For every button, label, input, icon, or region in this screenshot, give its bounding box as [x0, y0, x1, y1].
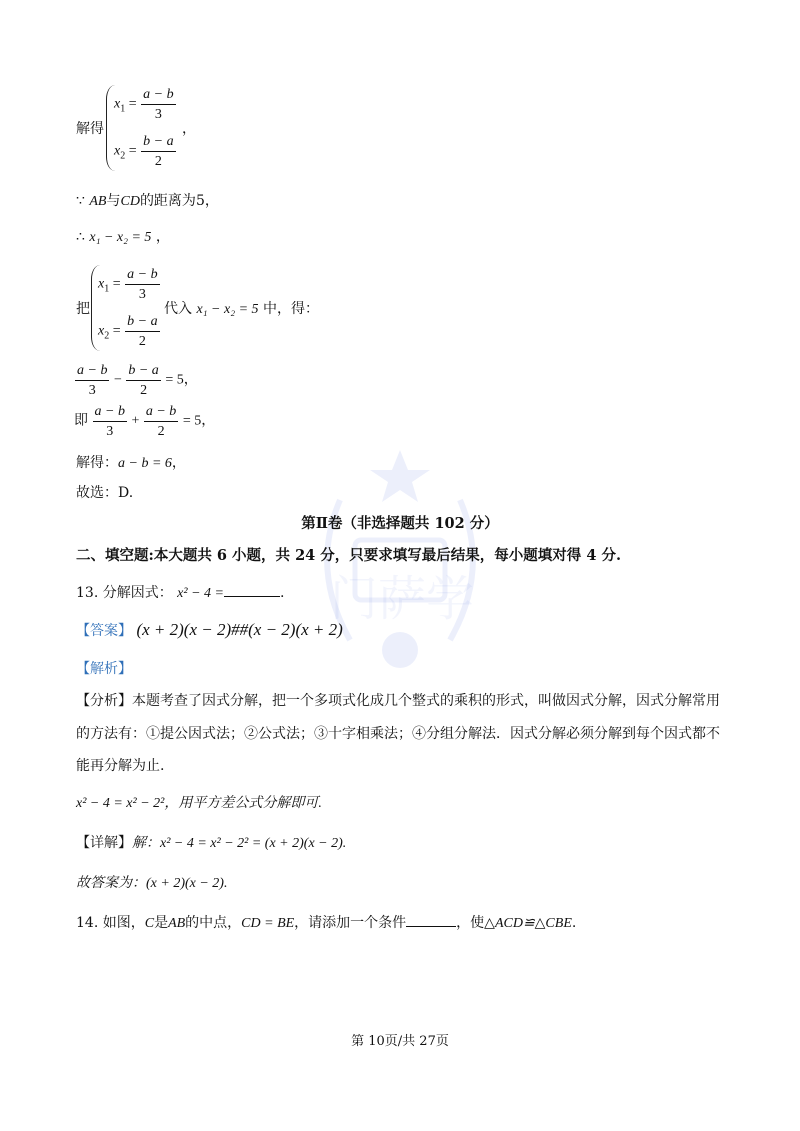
- system1-comma: ，: [182, 121, 196, 137]
- substitute-suffix: 代入 x₁ − x₂ = 5 中，得：: [164, 301, 319, 317]
- fenxi-line-2: 的方法有：①提公因式法；②公式法；③十字相乘法；④分组分解法．因式分解必须分解到每个因式都不: [76, 726, 720, 742]
- final-answer: 故答案为：(x + 2)(x − 2).: [76, 876, 228, 891]
- fenxi-line-3: 能再分解为止.: [76, 758, 165, 774]
- eq-frac-plus: 即 $\frac{a - b}{3}$ + $\frac{a - b}{2}$ = 5，: [74, 404, 216, 439]
- formula-line: x² − 4 = x² − 2²，用平方差公式分解即可.: [76, 796, 322, 811]
- eq-frac-minus: $\frac{a - b}{3}$ − $\frac{b - a}{2}$ = 5，: [77, 363, 198, 398]
- answer-tag: 【答案】: [76, 623, 132, 639]
- choice-line: 故选：D.: [76, 485, 134, 501]
- section-instructions: 二、填空题:本大题共 6 小题，共 24 分，只要求填写最后结果，每小题填对得 4 分.: [76, 547, 622, 564]
- system1-eq1: $x_1$ = $\frac{a - b}{3}$: [114, 87, 174, 122]
- line-because: ∵ AB与CD的距离为5，: [76, 193, 219, 209]
- watermark-text: 门萨学: [330, 571, 475, 627]
- q13-question: 13. 分解因式： x² − 4 = .: [76, 585, 285, 601]
- line-therefore: ∴ x₁ − x₂ = 5 ，: [76, 229, 170, 245]
- page-footer: 第 10页/共 27页: [351, 1034, 449, 1049]
- analysis-tag: 【解析】: [76, 661, 132, 677]
- system1-eq2: $x_2$ = $\frac{b - a}{2}$: [114, 134, 174, 169]
- fenxi-line-1: 【分析】本题考查了因式分解，把一个多项式化成几个整式的乘积的形式，叫做因式分解，因式分解常用: [76, 693, 720, 709]
- solve-intro: 解得: [76, 121, 104, 137]
- substitute-prefix: 把: [76, 301, 90, 317]
- q14-answer-blank: [406, 914, 456, 927]
- detail-line: 【详解】解：x² − 4 = x² − 2² = (x + 2)(x − 2).: [76, 835, 347, 851]
- solve-result: 解得：a − b = 6，: [76, 455, 186, 471]
- substitute-eq1: $x_1$ = $\frac{a - b}{3}$: [98, 267, 158, 302]
- substitute-eq2: $x_2$ = $\frac{b - a}{2}$: [98, 314, 158, 349]
- section-title: 第Ⅱ卷（非选择题共 102 分）: [301, 515, 499, 532]
- q13-answer: 【答案】 (x + 2)(x − 2)##(x − 2)(x + 2): [76, 620, 343, 639]
- q14-question: 14. 如图，C是AB的中点，CD = BE，请添加一个条件 ，使△ACD≌△CBE.: [76, 915, 577, 931]
- q13-answer-blank: [224, 584, 280, 597]
